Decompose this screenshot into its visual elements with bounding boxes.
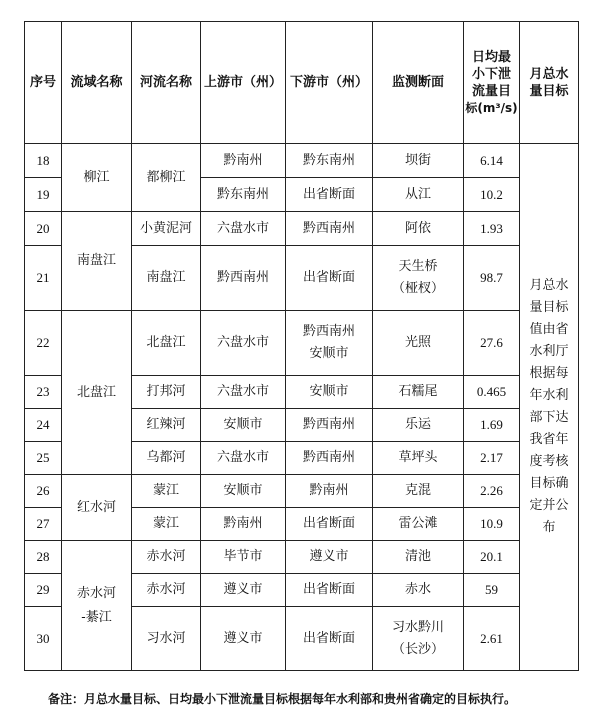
cell-upstream: 黔南州 (201, 508, 286, 541)
basin-line-1: 赤水河 (76, 585, 116, 601)
cell-seq: 24 (25, 409, 62, 442)
header-river: 河流名称 (132, 22, 201, 144)
cell-downstream: 出省断面 (286, 574, 373, 607)
note-line: 部下达 (529, 410, 569, 425)
cell-downstream (286, 311, 373, 376)
header-month-line-1: 月总水 (529, 66, 569, 82)
header-upstream: 上游市（州） (201, 22, 286, 144)
cell-section: 克混 (373, 475, 464, 508)
header-section: 监测断面 (373, 22, 464, 144)
cell-river: 赤水河 (132, 574, 201, 607)
table-row (25, 475, 579, 508)
basin-line-2: -綦江 (81, 609, 112, 625)
cell-flow: 98.7 (464, 246, 520, 311)
cell-flow: 27.6 (464, 311, 520, 376)
cell-river: 小黄泥河 (132, 212, 201, 246)
cell-river: 红辣河 (132, 409, 201, 442)
cell-section: 清池 (373, 541, 464, 574)
header-downstream: 下游市（州） (286, 22, 373, 144)
cell-section: 坝街 (373, 144, 464, 178)
cell-downstream: 遵义市 (286, 541, 373, 574)
table-row (25, 212, 579, 246)
cell-flow: 10.9 (464, 508, 520, 541)
cell-section: 阿依 (373, 212, 464, 246)
cell-upstream: 黔东南州 (201, 178, 286, 212)
water-target-table (24, 21, 579, 671)
section-line-2: （长沙） (391, 641, 444, 657)
cell-section (373, 607, 464, 671)
header-row (25, 22, 579, 144)
cell-flow: 6.14 (464, 144, 520, 178)
cell-upstream: 毕节市 (201, 541, 286, 574)
cell-month-target-note (520, 144, 579, 671)
cell-seq: 29 (25, 574, 62, 607)
cell-seq: 23 (25, 376, 62, 409)
note-line: 根据每 (529, 366, 569, 381)
cell-river: 蒙江 (132, 508, 201, 541)
cell-basin-beipanjiang: 北盘江 (62, 311, 132, 475)
footnote: 备注：月总水量目标、日均最小下泄流量目标根据每年水利部和贵州省确定的目标执行。 (48, 692, 517, 706)
cell-downstream: 黔南州 (286, 475, 373, 508)
cell-river: 乌都河 (132, 442, 201, 475)
table-row (25, 144, 579, 178)
cell-upstream: 六盘水市 (201, 212, 286, 246)
cell-downstream: 黔西南州 (286, 442, 373, 475)
cell-flow: 10.2 (464, 178, 520, 212)
cell-section: 从江 (373, 178, 464, 212)
cell-seq: 18 (25, 144, 62, 178)
cell-seq: 22 (25, 311, 62, 376)
cell-seq: 25 (25, 442, 62, 475)
cell-upstream: 安顺市 (201, 475, 286, 508)
cell-downstream: 出省断面 (286, 607, 373, 671)
cell-river: 都柳江 (132, 144, 201, 212)
cell-section (373, 246, 464, 311)
table-row (25, 311, 579, 376)
downstream-line-2: 安顺市 (309, 346, 349, 361)
note-line: 我省年 (529, 432, 569, 447)
cell-basin-chishuihe (62, 541, 132, 671)
header-flow-line-3: 流量目 (471, 83, 511, 99)
cell-downstream: 黔东南州 (286, 144, 373, 178)
cell-upstream: 遵义市 (201, 574, 286, 607)
header-seq: 序号 (25, 22, 62, 144)
cell-flow: 2.17 (464, 442, 520, 475)
note-line: 定并公 (529, 498, 569, 513)
cell-section: 石糯尾 (373, 376, 464, 409)
header-flow-target (464, 22, 520, 144)
header-flow-line-2: 小下泄 (471, 66, 511, 82)
cell-seq: 21 (25, 246, 62, 311)
cell-flow: 1.69 (464, 409, 520, 442)
cell-seq: 27 (25, 508, 62, 541)
cell-basin-nanpanjiang: 南盘江 (62, 212, 132, 311)
cell-river: 蒙江 (132, 475, 201, 508)
cell-seq: 19 (25, 178, 62, 212)
cell-flow: 0.465 (464, 376, 520, 409)
cell-downstream: 出省断面 (286, 246, 373, 311)
cell-river: 赤水河 (132, 541, 201, 574)
cell-flow: 1.93 (464, 212, 520, 246)
cell-upstream: 六盘水市 (201, 311, 286, 376)
header-flow-line-1: 日均最 (471, 49, 511, 65)
section-line-1: 习水黔川 (391, 619, 444, 635)
cell-basin-liujiang: 柳江 (62, 144, 132, 212)
cell-upstream: 安顺市 (201, 409, 286, 442)
note-line: 值由省 (529, 322, 569, 337)
header-basin: 流域名称 (62, 22, 132, 144)
cell-section: 乐运 (373, 409, 464, 442)
cell-seq: 20 (25, 212, 62, 246)
note-line: 水利厅 (529, 344, 569, 359)
cell-section: 赤水 (373, 574, 464, 607)
cell-seq: 28 (25, 541, 62, 574)
downstream-line-1: 黔西南州 (302, 324, 355, 339)
cell-section: 雷公滩 (373, 508, 464, 541)
section-line-1: 天生桥 (398, 259, 438, 274)
cell-upstream: 黔南州 (201, 144, 286, 178)
note-line: 布 (542, 520, 556, 535)
cell-river: 打邦河 (132, 376, 201, 409)
cell-downstream: 黔西南州 (286, 409, 373, 442)
header-month-line-2: 量目标 (529, 83, 569, 99)
cell-upstream: 遵义市 (201, 607, 286, 671)
cell-section: 光照 (373, 311, 464, 376)
cell-downstream: 出省断面 (286, 508, 373, 541)
note-line: 月总水 (529, 278, 569, 293)
header-month-target (520, 22, 579, 144)
cell-flow: 2.26 (464, 475, 520, 508)
cell-river: 北盘江 (132, 311, 201, 376)
cell-river: 南盘江 (132, 246, 201, 311)
note-line: 年水利 (529, 388, 569, 403)
cell-downstream: 安顺市 (286, 376, 373, 409)
cell-seq: 30 (25, 607, 62, 671)
table-row (25, 541, 579, 574)
note-line: 量目标 (529, 300, 569, 315)
cell-section: 草坪头 (373, 442, 464, 475)
section-line-2: （桠杈） (391, 281, 444, 296)
cell-upstream: 六盘水市 (201, 442, 286, 475)
cell-upstream: 黔西南州 (201, 246, 286, 311)
cell-downstream: 黔西南州 (286, 212, 373, 246)
cell-flow: 2.61 (464, 607, 520, 671)
cell-basin-hongshuihe: 红水河 (62, 475, 132, 541)
cell-downstream: 出省断面 (286, 178, 373, 212)
cell-flow: 20.1 (464, 541, 520, 574)
header-flow-line-4: 标(m³/s) (465, 100, 518, 115)
cell-flow: 59 (464, 574, 520, 607)
note-line: 目标确 (529, 476, 569, 491)
cell-upstream: 六盘水市 (201, 376, 286, 409)
cell-seq: 26 (25, 475, 62, 508)
cell-river: 习水河 (132, 607, 201, 671)
note-line: 度考核 (529, 454, 569, 469)
